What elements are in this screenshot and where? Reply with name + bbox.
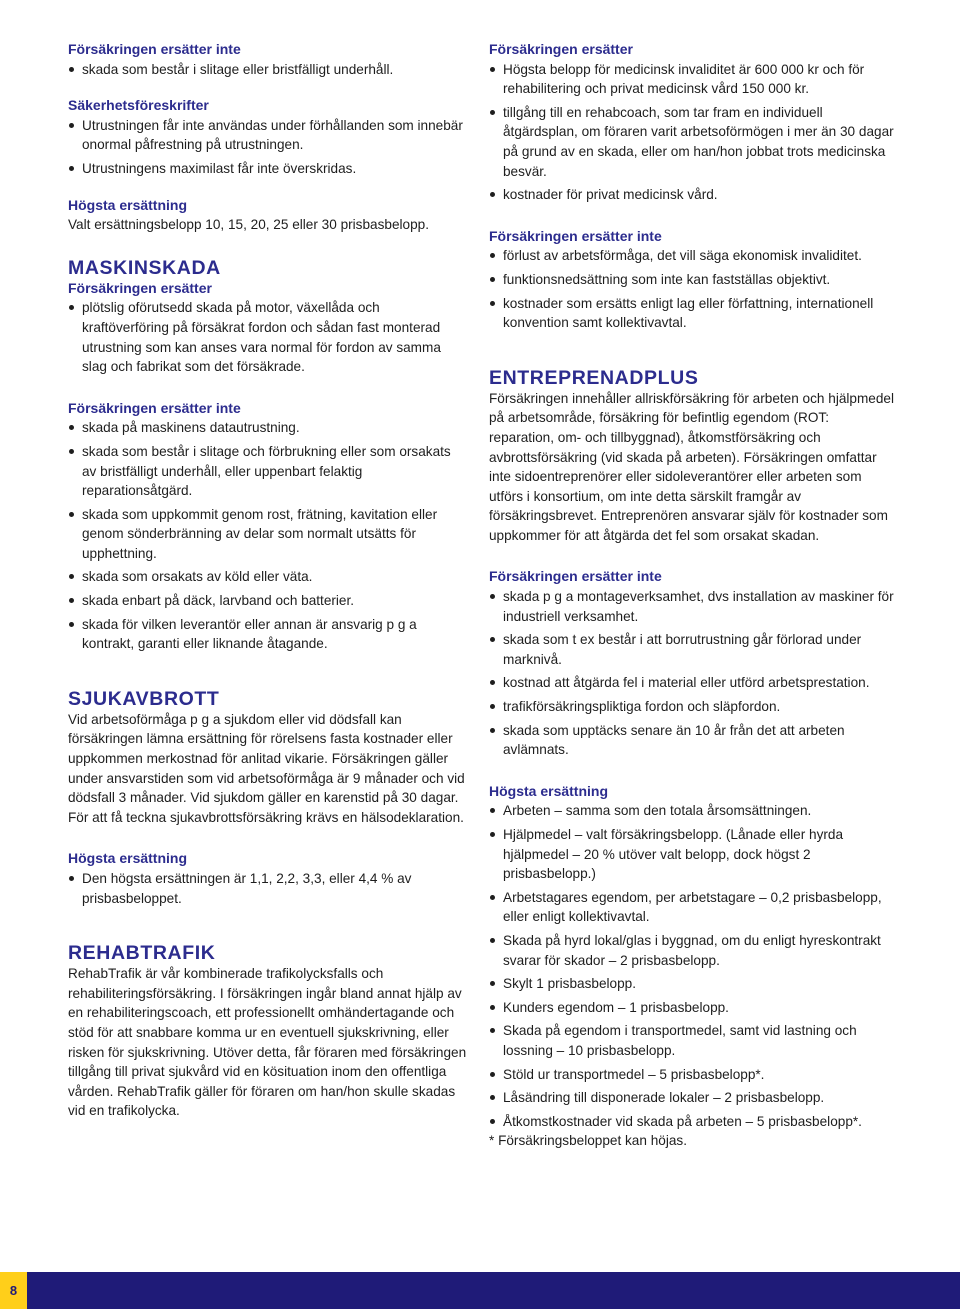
list-item: Skada på hyrd lokal/glas i byggnad, om du enligt hyreskontrakt svarar för skador – 2 prisbasbelopp. xyxy=(489,931,894,970)
section-not-covered-1 xyxy=(68,40,468,79)
list-item: kostnad att åtgärda fel i material eller utförd arbetsprestation. xyxy=(489,673,894,693)
list-item: Stöld ur transportmedel – 5 prisbasbelopp*. xyxy=(489,1065,894,1085)
section-maskinskada xyxy=(68,257,468,654)
section-heading: Försäkringen ersätter inte xyxy=(489,568,662,585)
list-item: förlust av arbetsförmåga, det vill säga ekonomisk invaliditet. xyxy=(489,246,894,266)
bullet-list xyxy=(68,298,468,376)
list-item: Skylt 1 prisbasbelopp. xyxy=(489,974,894,994)
list-item: Åtkomstkostnader vid skada på arbeten – 5 prisbasbelopp*. xyxy=(489,1112,894,1132)
section-heading: Försäkringen ersätter xyxy=(489,41,633,57)
bullet-list xyxy=(68,869,468,908)
footnote: * Försäkringsbeloppet kan höjas. xyxy=(489,1133,687,1149)
list-item: Låsändring till disponerade lokaler – 2 prisbasbelopp. xyxy=(489,1088,894,1108)
list-item: kostnader som ersätts enligt lag eller författning, internationell konvention samt kollektivavtal. xyxy=(489,294,894,333)
bullet-list xyxy=(68,60,468,80)
list-item: skada för vilken leverantör eller annan är ansvarig p g a kontrakt, garanti eller liknande åtagande. xyxy=(68,615,468,654)
bullet-list xyxy=(68,418,468,654)
list-item: tillgång till en rehabcoach, som tar fram en individuell åtgärdsplan, om föraren varit arbetsoförmögen i mer än 30 dagar på grund av en skada, eller om han/hon jobbat trots medicinska besvär. xyxy=(489,103,894,181)
section-heading: Försäkringen ersätter inte xyxy=(68,41,241,57)
list-item: trafikförsäkringspliktiga fordon och släpfordon. xyxy=(489,697,894,717)
section-title: ENTREPRENADPLUS xyxy=(489,366,699,389)
section-covered xyxy=(489,40,894,205)
section-heading: Högsta ersättning xyxy=(489,782,609,799)
list-item: Arbetstagares egendom, per arbetstagare – 0,2 prisbasbelopp, eller enligt kollektivavtal. xyxy=(489,888,894,927)
list-item: skada som upptäcks senare än 10 år från det att arbeten avlämnats. xyxy=(489,721,894,760)
list-item: Kunders egendom – 1 prisbasbelopp. xyxy=(489,998,894,1018)
section-heading: Försäkringen ersätter inte xyxy=(489,227,662,244)
list-item: Den högsta ersättningen är 1,1, 2,2, 3,3, eller 4,4 % av prisbasbeloppet. xyxy=(68,869,468,908)
section-text: Försäkringen innehåller allriskförsäkring för arbeten och hjälpmedel på arbetsområde, försäkring för befintlig egendom (ROT: reparation, om- och tillbyggnad), åtkomstförsäkring och avbrottsförsäkring (vid skada på arbeten). Försäkringen omfattar inte sidoentreprenörer eller sidoleverantörer eller arbeten som utförs i konsortium, om inte detta särskilt framgår av försäkringsbrevet. Entreprenören ansvarar själv för kostnader som uppkommer för att åtgärda det fel som orsakat skadan. xyxy=(489,390,894,543)
section-entreprenadplus xyxy=(489,367,894,1151)
list-item: skada som består i slitage och förbrukning eller som orsakats av bristfälligt underhåll, eller uppenbart felaktig reparationsåtgärd. xyxy=(68,442,468,501)
list-item: Utrustningens maximilast får inte överskridas. xyxy=(68,159,468,179)
section-heading: Säkerhetsföreskrifter xyxy=(68,97,209,114)
list-item: kostnader för privat medicinsk vård. xyxy=(489,185,894,205)
footer-band xyxy=(0,1272,960,1309)
section-not-covered-2 xyxy=(489,227,894,333)
bullet-list xyxy=(489,801,894,1131)
list-item: Skada på egendom i transportmedel, samt vid lastning och lossning – 10 prisbasbelopp. xyxy=(489,1021,894,1060)
list-item: skada som består i slitage eller bristfälligt underhåll. xyxy=(68,60,468,80)
list-item: Arbeten – samma som den totala årsomsättningen. xyxy=(489,801,894,821)
section-text: RehabTrafik är vår kombinerade trafikolycksfalls och rehabiliteringsförsäkring. I försäkringen ingår bland annat hjälp av en rehabiliteringscoach, ett professionellt omhändertagande och stöd för att snabbare komma ur en eventuell sjukskrivning, eller risken för sjukskrivning. Utöver detta, får föraren med försäkringen tillgång till privat sjukvård vid en kösituation inom den offentliga vården. RehabTrafik gäller för föraren om han/hon skulle skadas vid en trafikolycka. xyxy=(68,966,467,1119)
list-item: skada på maskinens datautrustning. xyxy=(68,418,468,438)
section-text: Valt ersättningsbelopp 10, 15, 20, 25 eller 30 prisbasbelopp. xyxy=(68,217,429,233)
section-title: REHABTRAFIK xyxy=(68,942,216,965)
bullet-list xyxy=(489,60,894,205)
section-heading: Försäkringen ersätter inte xyxy=(68,399,241,416)
section-rehabtrafik xyxy=(68,942,468,1121)
list-item: funktionsnedsättning som inte kan fastställas objektivt. xyxy=(489,270,894,290)
section-title: SJUKAVBROTT xyxy=(68,687,220,710)
section-text: Vid arbetsoförmåga p g a sjukdom eller vid dödsfall kan försäkringen lämna ersättning för rörelsens fasta kostnader eller uppkommen merkostnad för anlitad vikarie. Försäkringen gäller under ansvarstiden som vid arbetsoförmåga är 9 månader och vid dödsfall 3 månader. Vid sjukdom gäller en karenstid på 30 dagar. För att få teckna sjukavbrottsförsäkring krävs en hälsodeklaration. xyxy=(68,711,465,825)
list-item: Hjälpmedel – valt försäkringsbelopp. (Lånade eller hyrda hjälpmedel – 20 % utöver valt belopp, dock högst 2 prisbasbelopp.) xyxy=(489,825,894,884)
bullet-list xyxy=(68,116,468,179)
section-heading: Högsta ersättning xyxy=(68,850,188,867)
list-item: skada enbart på däck, larvband och batterier. xyxy=(68,591,468,611)
bullet-list xyxy=(489,587,894,760)
section-heading: Försäkringen ersätter xyxy=(68,279,212,296)
list-item: Högsta belopp för medicinsk invaliditet är 600 000 kr och för rehabilitering och privat medicinsk vård 150 000 kr. xyxy=(489,60,894,99)
list-item: plötslig oförutsedd skada på motor, växellåda och kraftöverföring på försäkrat fordon och sådan fast monterad utrustning som kan anses vara normal för fordon av samma slag och fabrikat som det försäkrade. xyxy=(68,298,468,376)
section-sjukavbrott xyxy=(68,688,468,908)
section-safety-rules xyxy=(68,96,468,178)
list-item: skada som uppkommit genom rost, frätning, kavitation eller genom sönderbränning av delar som normalt utsätts för upphettning. xyxy=(68,505,468,564)
section-heading: Högsta ersättning xyxy=(68,196,188,213)
section-max-compensation xyxy=(68,196,468,235)
right-column xyxy=(489,40,894,1151)
left-column xyxy=(68,40,468,1121)
list-item: Utrustningen får inte användas under förhållanden som innebär onormal påfrestning på utrustningen. xyxy=(68,116,468,155)
section-title: MASKINSKADA xyxy=(68,256,221,279)
list-item: skada som orsakats av köld eller väta. xyxy=(68,567,468,587)
list-item: skada p g a montageverksamhet, dvs installation av maskiner för industriell verksamhet. xyxy=(489,587,894,626)
page-number xyxy=(0,1272,27,1309)
list-item: skada som t ex består i att borrutrustning går förlorad under marknivå. xyxy=(489,630,894,669)
bullet-list xyxy=(489,246,894,332)
page-number-text: 8 xyxy=(9,1283,18,1298)
